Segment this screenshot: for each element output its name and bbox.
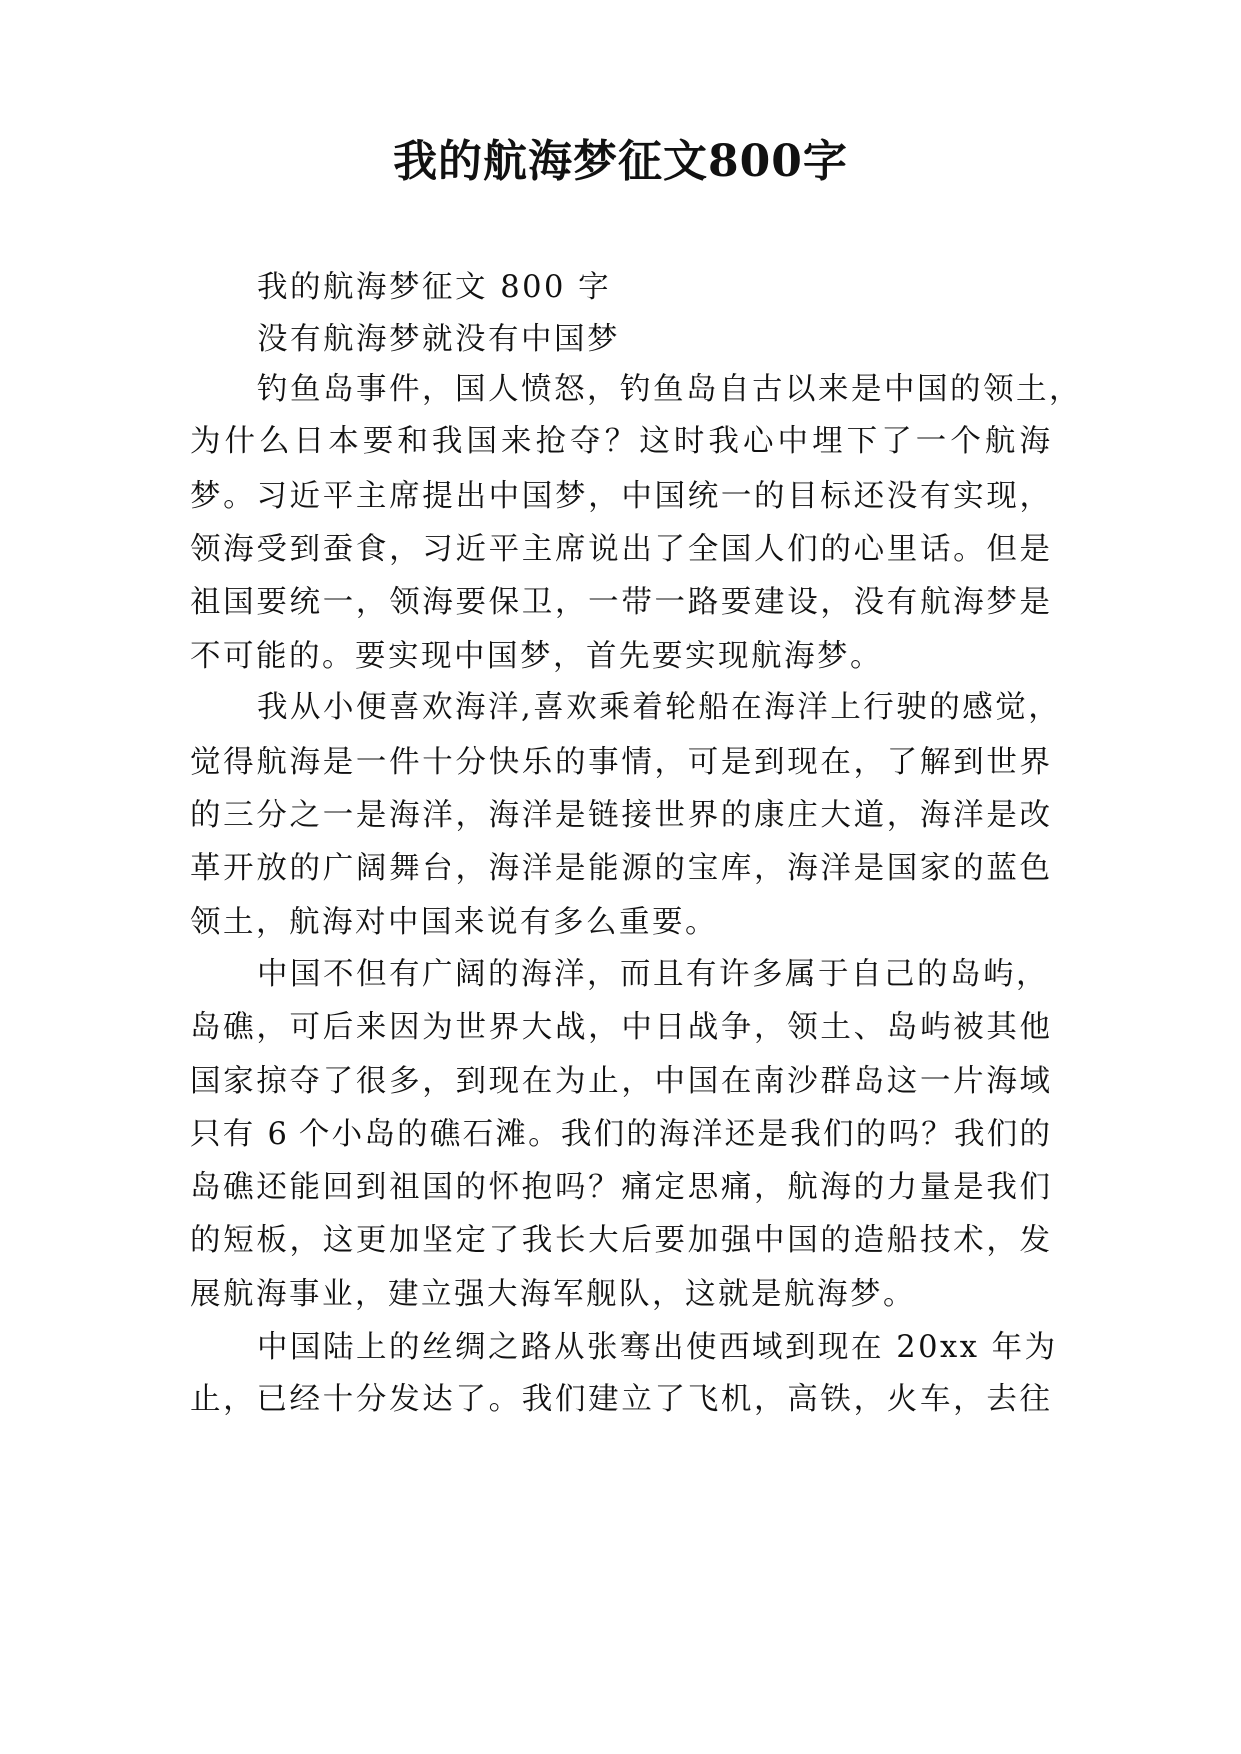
text-line: 中国不但有广阔的海洋，而且有许多属于自己的岛屿，: [257, 957, 1049, 992]
text-line: 领海受到蚕食，习近平主席说出了全国人们的心里话。但是: [190, 532, 1050, 567]
text-line: 岛礁还能回到祖国的怀抱吗？痛定思痛，航海的力量是我们: [190, 1170, 1050, 1205]
text-line: 中国陆上的丝绸之路从张骞出使西域到现在 20xx 年为: [257, 1330, 1058, 1365]
text-line: 的三分之一是海洋，海洋是链接世界的康庄大道，海洋是改: [190, 798, 1050, 833]
text-line: 没有航海梦就没有中国梦: [257, 322, 620, 357]
text-line: 我的航海梦征文 800 字: [257, 270, 612, 305]
text-line: 岛礁，可后来因为世界大战，中日战争，领土、岛屿被其他: [190, 1010, 1050, 1045]
text-line: 国家掠夺了很多，到现在为止，中国在南沙群岛这一片海域: [190, 1064, 1050, 1099]
text-line: 的短板，这更加坚定了我长大后要加强中国的造船技术，发: [190, 1223, 1050, 1258]
text-line: 展航海事业，建立强大海军舰队，这就是航海梦。: [190, 1277, 916, 1312]
text-line: 领土，航海对中国来说有多么重要。: [190, 905, 718, 940]
text-line: 祖国要统一，领海要保卫，一带一路要建设，没有航海梦是: [190, 585, 1050, 620]
text-line: 钓鱼岛事件，国人愤怒，钓鱼岛自古以来是中国的领土，: [257, 372, 1082, 407]
text-line: 我从小便喜欢海洋,喜欢乘着轮船在海洋上行驶的感觉，: [257, 690, 1062, 725]
text-line: 止，已经十分发达了。我们建立了飞机，高铁，火车，去往: [190, 1382, 1050, 1417]
text-line: 觉得航海是一件十分快乐的事情，可是到现在，了解到世界: [190, 745, 1050, 780]
text-line: 革开放的广阔舞台，海洋是能源的宝库，海洋是国家的蓝色: [190, 851, 1050, 886]
text-line: 为什么日本要和我国来抢夺？这时我心中埋下了一个航海: [190, 424, 1050, 459]
document-title: 我的航海梦征文800字: [393, 136, 848, 187]
text-line: 不可能的。要实现中国梦，首先要实现航海梦。: [190, 639, 883, 674]
text-line: 梦。习近平主席提出中国梦，中国统一的目标还没有实现，: [190, 479, 1050, 514]
text-line: 只有 6 个小岛的礁石滩。我们的海洋还是我们的吗？我们的: [190, 1117, 1050, 1152]
